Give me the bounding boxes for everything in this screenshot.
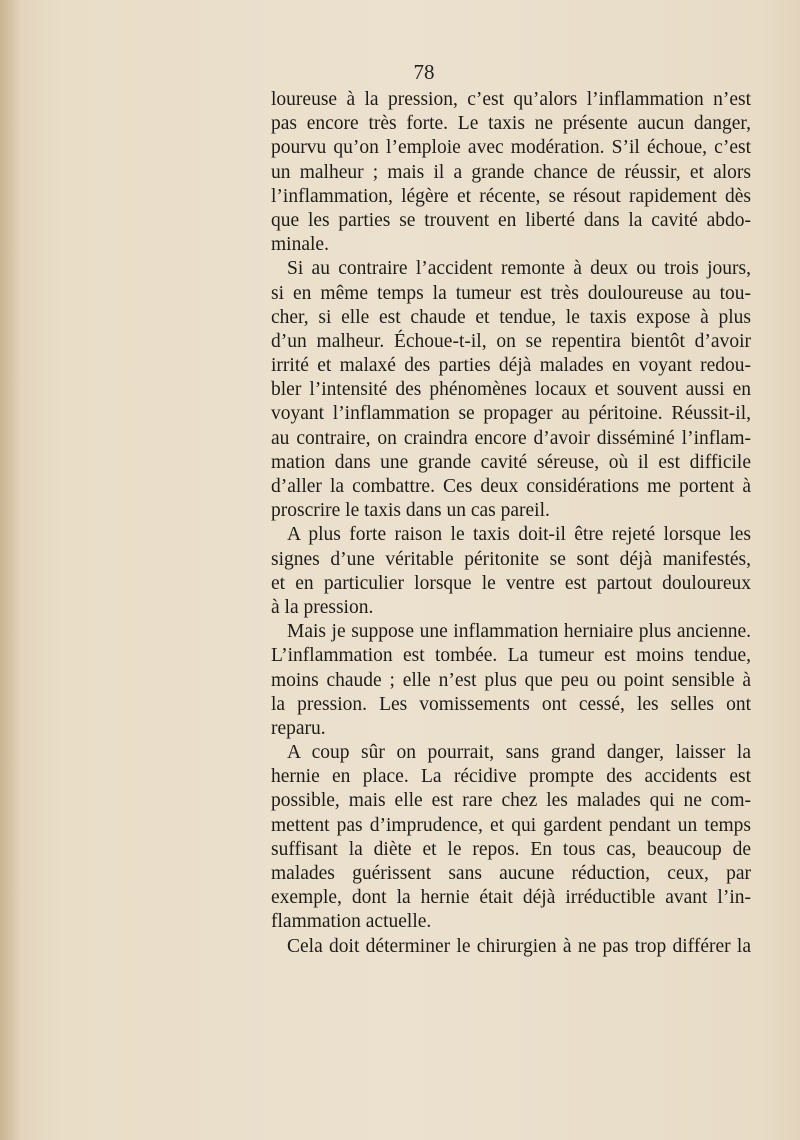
text-line: mettent pas d’imprudence, et qui gardent pendant un temps [271, 814, 751, 836]
text-line: la pression. Les vomissements ont cessé, les selles ont [271, 693, 751, 715]
text-line: proscrire le taxis dans un cas pareil. [271, 500, 550, 522]
text-line: irrité et malaxé des parties déjà malades en voyant redou- [271, 355, 751, 377]
text-line: Mais je suppose une inflammation herniaire plus ancienne. [287, 621, 751, 643]
text-line: hernie en place. La récidive prompte des accidents est [271, 766, 751, 788]
text-line: L’inflammation est tombée. La tumeur est moins tendue, [271, 645, 751, 667]
text-line: bler l’intensité des phénomènes locaux et souvent aussi en [271, 379, 751, 401]
text-line: Si au contraire l’accident remonte à deux ou trois jours, [287, 258, 751, 280]
text-line: d’aller la combattre. Ces deux considérations me portent à [271, 476, 751, 497]
body-text [271, 88, 751, 959]
text-line: cher, si elle est chaude et tendue, le taxis expose à plus [271, 306, 751, 328]
text-line: moins chaude ; elle n’est plus que peu ou point sensible à [271, 669, 751, 691]
text-line: Cela doit déterminer le chirurgien à ne pas trop différer la [287, 935, 751, 957]
text-line: si en même temps la tumeur est très douloureuse au tou- [271, 282, 751, 304]
text-line: à la pression. [271, 596, 374, 618]
text-line: pas encore très forte. Le taxis ne présente aucun danger, [271, 113, 751, 135]
text-line: un malheur ; mais il a grande chance de réussir, et alors [271, 161, 751, 183]
text-line: exemple, dont la hernie était déjà irréductible avant l’in- [271, 887, 751, 909]
binding-shadow [0, 0, 22, 1140]
text-line: minale. [271, 234, 329, 256]
text-line: et en particulier lorsque le ventre est partout douloureux [271, 572, 751, 594]
text-line: au contraire, on craindra encore d’avoir disséminé l’inflam- [271, 427, 751, 449]
text-line: d’un malheur. Échoue-t-il, on se repentira bientôt d’avoir [271, 330, 751, 352]
text-line: flammation actuelle. [271, 911, 432, 933]
text-line: suffisant la diète et le repos. En tous cas, beaucoup de [271, 838, 751, 860]
text-line: que les parties se trouvent en liberté dans la cavité abdo- [271, 209, 751, 231]
text-line: malades guérissent sans aucune réduction, ceux, par [271, 863, 751, 884]
text-line: mation dans une grande cavité séreuse, où il est difficile [271, 451, 751, 473]
text-line: reparu. [271, 717, 326, 739]
text-line: A plus forte raison le taxis doit-il être rejeté lorsque les [287, 524, 751, 546]
text-line: possible, mais elle est rare chez les malades qui ne com- [271, 790, 751, 812]
text-line: voyant l’inflammation se propager au péritoine. Réussit-il, [271, 403, 751, 425]
text-line: signes d’une véritable péritonite se sont déjà manifestés, [271, 548, 751, 570]
text-line: A coup sûr on pourrait, sans grand danger, laisser la [287, 742, 751, 764]
text-line: l’inflammation, légère et récente, se résout rapidement dès [271, 185, 751, 207]
text-line: loureuse à la pression, c’est qu’alors l’inflammation n’est [271, 89, 751, 110]
page-number: 78 [413, 60, 435, 84]
text-line: pourvu qu’on l’emploie avec modération. S’il échoue, c’est [271, 137, 751, 159]
